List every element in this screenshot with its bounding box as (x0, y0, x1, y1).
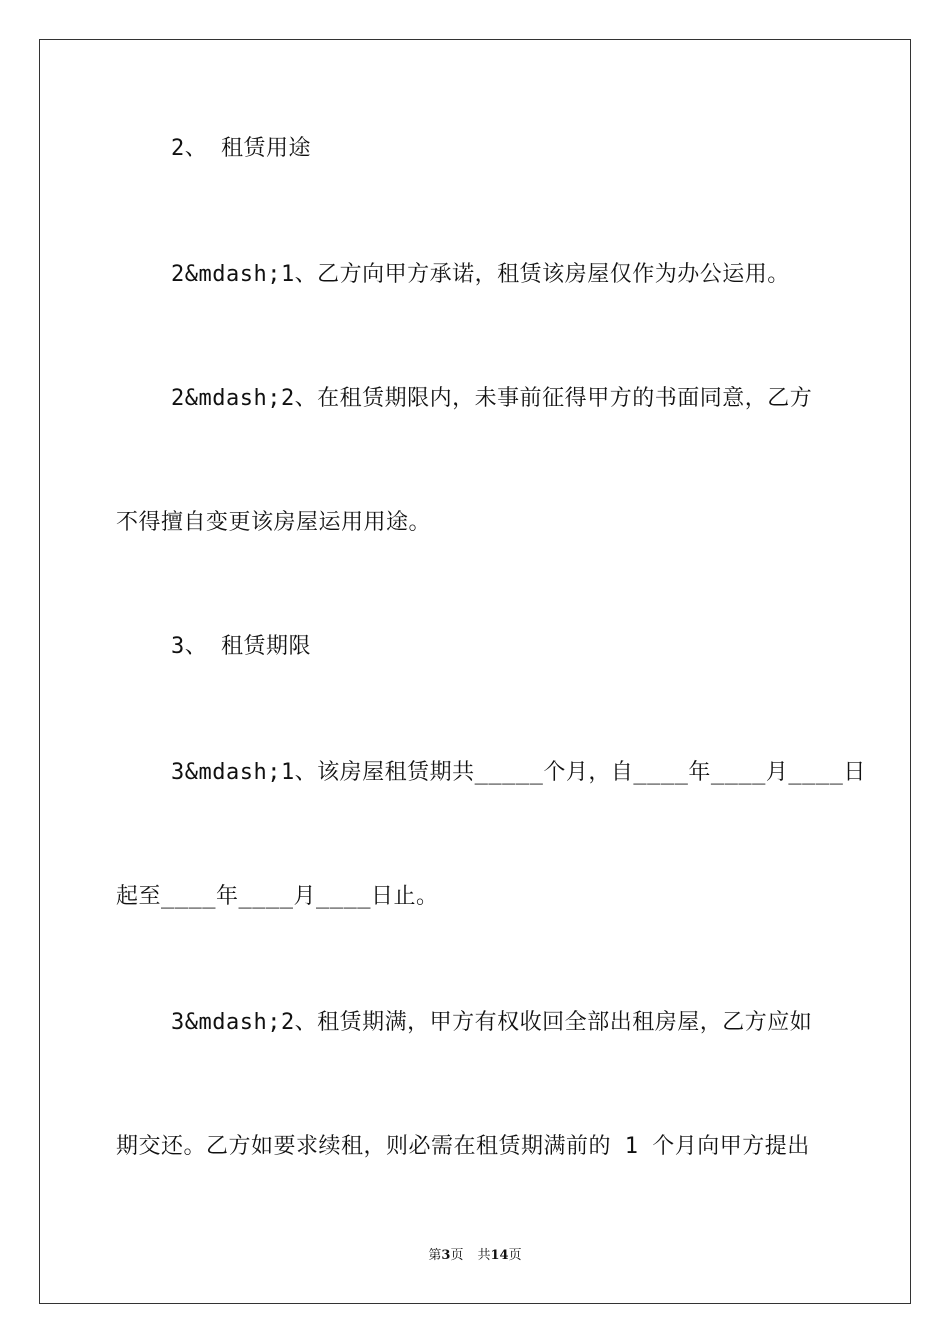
clause-3-2-line-1: 3&mdash;2、租赁期满，甲方有权收回全部出租房屋，乙方应如 (116, 1010, 813, 1035)
section-heading-usage: 2、 租赁用途 (116, 136, 311, 161)
page-border (39, 39, 911, 1304)
section-heading-term: 3、 租赁期限 (116, 634, 311, 659)
clause-3-1-line-1: 3&mdash;1、该房屋租赁期共_____个月，自____年____月____日 (116, 760, 866, 785)
total-prefix: 共 (477, 1248, 491, 1263)
page-footer (0, 1247, 950, 1265)
clause-3-1-line-2: 起至____年____月____日止。 (116, 884, 439, 909)
clause-2-2-line-2: 不得擅自变更该房屋运用用途。 (116, 510, 432, 535)
total-suffix: 页 (508, 1248, 522, 1263)
clause-2-1: 2&mdash;1、乙方向甲方承诺，租赁该房屋仅作为办公运用。 (116, 262, 790, 287)
total-pages: 14 (490, 1248, 509, 1263)
page-prefix: 第 (428, 1248, 442, 1263)
clause-3-2-line-2: 期交还。乙方如要求续租，则必需在租赁期满前的 1 个月向甲方提出 (116, 1134, 810, 1159)
clause-2-2-line-1: 2&mdash;2、在租赁期限内，未事前征得甲方的书面同意，乙方 (116, 386, 813, 411)
page-suffix: 页 (450, 1248, 464, 1263)
page-number: 3 (441, 1248, 451, 1263)
